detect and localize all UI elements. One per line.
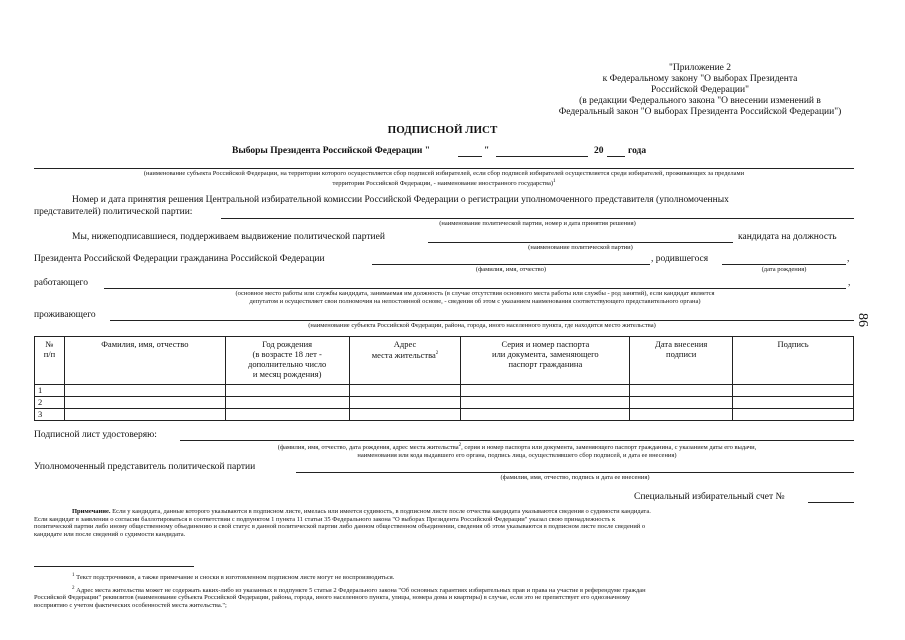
year-field[interactable]: [607, 156, 625, 157]
decision-line-2: представителей) политической партии:: [34, 207, 193, 217]
month-field[interactable]: [496, 156, 588, 157]
candidate-name-caption: (фамилия, имя, отчество): [475, 266, 547, 273]
cell-passport[interactable]: [461, 385, 630, 397]
cell-birth-year[interactable]: [225, 397, 349, 409]
cell-address[interactable]: [349, 385, 461, 397]
candidate-lead: Президента Российской Федерации гражданина Российской Федерации: [34, 254, 325, 264]
elections-label: Выборы Президента Российской Федерации ": [232, 146, 431, 156]
subject-caption-line-1: (наименование субъекта Российской Федерации, на территории которого осуществляется сбор подписей избирателей, если сбор подписей избирателей осуществляется среди избирателей, проживающих за пределами: [143, 170, 745, 177]
party-field[interactable]: [428, 242, 733, 243]
annex-line-4: (в редакции Федерального закона "О внесении изменений в: [579, 96, 821, 106]
elections-quote: ": [484, 146, 490, 156]
footnote-ref-2: 2: [435, 351, 439, 356]
cell-full-name[interactable]: [64, 409, 225, 421]
table-row: [35, 385, 854, 397]
cell-sign-date[interactable]: [630, 385, 733, 397]
certify-caption-1a: (фамилия, имя, отчество, дата рождения, адрес места жительства: [277, 444, 459, 452]
table-row: [35, 397, 854, 409]
annex-line-1: "Приложение 2: [669, 63, 731, 73]
party-caption: (наименование политической партии): [528, 244, 633, 251]
header-number: № п/п: [35, 337, 65, 385]
subject-caption-line-2: территории Российской Федерации, - наименование иностранного государства): [332, 179, 553, 187]
representative-caption: (фамилия, имя, отчество, подпись и дата ее внесения): [500, 474, 650, 481]
year-prefix: 20: [594, 146, 604, 156]
support-lead: Мы, нижеподписавшиеся, поддерживаем выдвижение политической партией: [72, 232, 385, 242]
page-number: 86: [855, 313, 870, 327]
note-block: [34, 508, 854, 538]
representative-lead: Уполномоченный представитель политической партии: [34, 462, 256, 472]
note-line-2: Если кандидат в заявлении о согласии баллотироваться в соответствии с подпунктом 1 пункта 11 статьи 35 Федерального закона "О выборах Президента Российской Федерации" указал свою принадлежность к: [34, 515, 616, 523]
footnote-1-text: Текст подстрочников, а также примечание и сноски в изготовленном подписном листе могут не воспроизводиться.: [76, 574, 395, 582]
page-title: ПОДПИСНОЙ ЛИСТ: [387, 124, 498, 136]
footnote-ref-1: 1: [553, 178, 556, 184]
header-passport: Серия и номер паспорта или документа, заменяющего паспорт гражданина: [461, 337, 630, 385]
cell-signature[interactable]: [733, 397, 854, 409]
work-caption-line-1: (основное место работы или службы кандидата, занимаемая им должность (в случае отсутствия основного места работы или службы - род занятий), если кандидат является: [235, 290, 715, 297]
table-header-row: [35, 337, 854, 385]
row-number: 2: [35, 397, 65, 409]
note-label: Примечание.: [72, 508, 111, 515]
certify-caption: [180, 442, 854, 459]
header-address: Адрес места жительства$^2$: [349, 337, 461, 385]
cell-passport[interactable]: [461, 409, 630, 421]
footnote-2-line-1: Адрес места жительства может не содержать каких-либо из указанных в подпункте 5 статьи 2 Федерального закона "Об основных гарантиях избирательных прав и права на участие в референдуме граждан: [76, 586, 646, 594]
subject-caption: [34, 170, 854, 187]
row-number: 1: [35, 385, 65, 397]
work-caption: [104, 290, 846, 305]
cell-birth-year[interactable]: [225, 385, 349, 397]
residence-caption: (наименование субъекта Российской Федерации, района, города, иного населенного пункта, где находится место жительства): [308, 322, 656, 329]
cell-signature[interactable]: [733, 385, 854, 397]
signature-table: [34, 336, 854, 421]
cell-passport[interactable]: [461, 397, 630, 409]
year-suffix: года: [628, 146, 647, 156]
header-full-name: Фамилия, имя, отчество: [64, 337, 225, 385]
account-label: Специальный избирательный счет №: [634, 492, 785, 502]
certify-field[interactable]: [180, 440, 854, 441]
cell-full-name[interactable]: [64, 397, 225, 409]
day-field[interactable]: [458, 156, 482, 157]
birth-date-field[interactable]: [722, 264, 846, 265]
note-line-4: кандидате или после сведений о судимости кандидата.: [34, 530, 186, 538]
annex-header: [540, 63, 860, 118]
work-comma: ,: [848, 278, 851, 288]
annex-line-5: Федеральный закон "О выборах Президента Российской Федерации"): [558, 107, 842, 117]
candidate-name-field[interactable]: [372, 264, 650, 265]
cell-address[interactable]: [349, 397, 461, 409]
footnotes: [34, 572, 854, 609]
cell-full-name[interactable]: [64, 385, 225, 397]
header-signature: Подпись: [733, 337, 854, 385]
representative-field[interactable]: [296, 472, 854, 473]
birth-date-caption: (дата рождения): [761, 266, 807, 273]
candidate-comma: ,: [847, 254, 850, 264]
footnote-1-number: 1: [72, 573, 75, 578]
work-lead: работающего: [34, 278, 88, 288]
decision-line-1: Номер и дата принятия решения Центральной избирательной комиссии Российской Федерации о регистрации уполномоченного представителя (уполномоченных: [72, 195, 729, 205]
decision-caption: (наименование политической партии, номер и дата принятия решения): [439, 220, 636, 227]
header-birth-year: Год рождения (в возрасте 18 лет - дополнительно число и месяц рождения): [225, 337, 349, 385]
cell-signature[interactable]: [733, 409, 854, 421]
account-field[interactable]: [808, 502, 854, 503]
note-line-1: Если у кандидата, данные которого указываются в подписном листе, имелась или имеется судимость, в подписном листе после отчества кандидата указываются сведения о судимости кандидата.: [110, 508, 651, 515]
subject-field[interactable]: [34, 168, 854, 169]
table-row: [35, 409, 854, 421]
footnote-2-line-2: Российской Федерации" реквизитов (наименование субъекта Российской Федерации, района, города, иного населенного пункта, улицы, номера дома и квартиры) в случае, если это не препятствует его однозначному: [34, 594, 631, 602]
certify-caption-1b: , серия и номер паспорта или документа, заменяющего паспорт гражданина, с указанием даты его выдачи,: [461, 444, 757, 452]
decision-text: [34, 195, 854, 206]
support-tail: кандидата на должность: [738, 232, 837, 242]
footnote-2-number: 2: [72, 585, 75, 591]
work-caption-line-2: депутатом и осуществляет свои полномочия на непостоянной основе, - сведения об этом с указанием наименования соответствующего представительного органа): [249, 297, 701, 305]
residence-lead: проживающего: [34, 310, 96, 320]
footnote-ref-2: 2: [458, 443, 462, 448]
certify-caption-2: наименования или кода выдавшего его органа, подпись лица, осуществлявшего сбор подписей, и дата ее внесения): [357, 451, 677, 459]
residence-field[interactable]: [110, 320, 854, 321]
note-line-3: политической партии либо иному общественному объединению и свой статус в данной политической партии либо данном общественном объединении, сведения об этом указываются в подписном листе после сведений о: [34, 523, 646, 530]
cell-sign-date[interactable]: [630, 409, 733, 421]
work-field[interactable]: [104, 288, 846, 289]
candidate-born: , родившегося: [651, 254, 709, 264]
cell-sign-date[interactable]: [630, 397, 733, 409]
decision-field[interactable]: [221, 218, 854, 219]
cell-address[interactable]: [349, 409, 461, 421]
cell-birth-year[interactable]: [225, 409, 349, 421]
footnote-2-line-3: восприятию с учетом фактических особенностей места жительства.";: [34, 601, 227, 609]
annex-line-3: Российской Федерации": [651, 85, 749, 95]
header-sign-date: Дата внесения подписи: [630, 337, 733, 385]
annex-line-2: к Федеральному закону "О выборах Президента: [602, 74, 798, 84]
row-number: 3: [35, 409, 65, 421]
certify-lead: Подписной лист удостоверяю:: [34, 430, 157, 440]
footnote-separator: [34, 566, 194, 567]
